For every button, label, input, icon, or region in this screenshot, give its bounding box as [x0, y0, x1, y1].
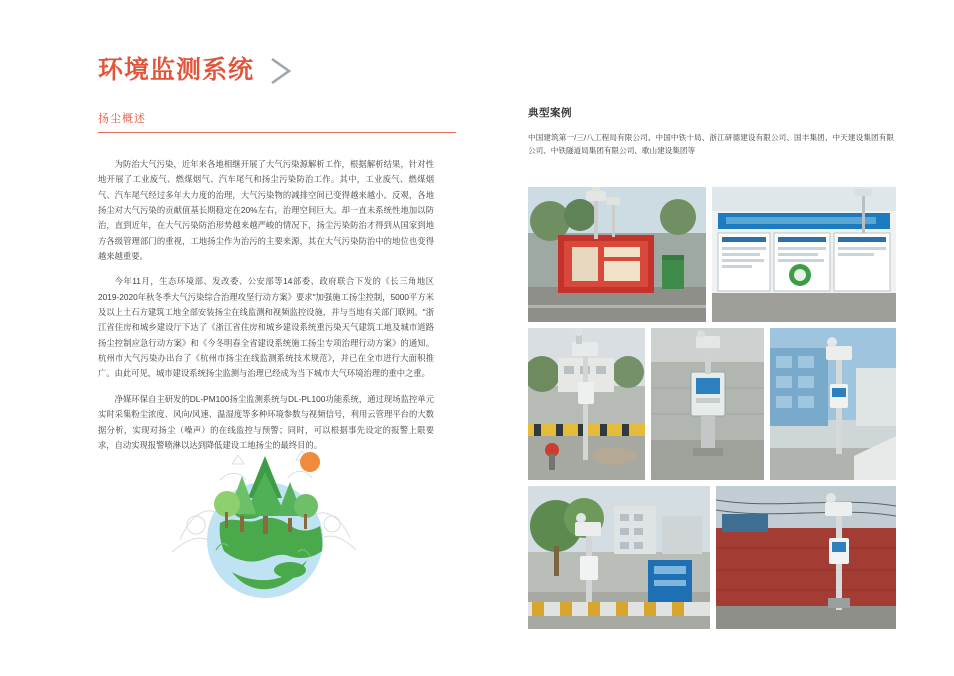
section-subtitle: 扬尘概述: [98, 113, 146, 125]
photo-grid: [528, 187, 896, 635]
photo-rooftop-sensor: [770, 328, 896, 480]
title-divider: [98, 132, 456, 133]
photo-wall-mounted-monitor: [651, 328, 764, 480]
case-section-title: 典型案例: [528, 107, 572, 119]
photo-row: [528, 486, 896, 629]
paragraph-2: 今年11月，生态环境部、发改委、公安部等14部委、政府联合下发的《长三角地区2019-2020年秋冬季大气污染综合治理攻坚行动方案》要求"加强施工扬尘控制，5000平方米及以上土石方建筑工地全部安装扬尘在线监测和视频监控设施，并与当地有关部门联网。"浙江省住房和城乡建设厅下达了《浙江省住房和城乡建设系统重污染天气建筑工地及城市道路扬尘控制应急行动方案》和《今冬明春全省建设系统施工扬尘专项治理行动方案》的通知。杭州市大气污染办出台了《杭州市扬尘在线监测系统技术规范》，并已在全市进行大面积推广。由此可见，城市建设系统扬尘监测与治理已经成为当下城市大气环境治理的重中之重。: [98, 276, 434, 379]
chevron-right-icon: [268, 56, 294, 86]
sun-icon: [300, 452, 320, 472]
photo-green-tree-site-monitor: [528, 486, 710, 629]
case-client-list: 中国建筑第一/三/八工程局有限公司、中国中铁十局、浙江研德建设有限公司、国丰集团、中天建设集团有限公司、中铁隧道局集团有限公司、歌山建设集团等: [528, 133, 894, 156]
title-row: [98, 56, 488, 86]
photo-row: [528, 187, 896, 322]
photo-red-wall-monitor: [716, 486, 896, 629]
right-column: [528, 105, 896, 158]
left-column: [98, 56, 488, 463]
page-title: 环境监测系统: [98, 56, 255, 85]
photo-pole-with-sensor-yellow: [528, 328, 645, 480]
photo-row: [528, 328, 896, 480]
earth-trees-illustration: [160, 420, 370, 610]
paragraph-3: 净媒环保自主研发的DL-PM100扬尘监测系统与DL-PL100功能系统，通过现场监控单元实时采集粉尘浓度、风向/风速、温湿度等多种环境参数与视频信号，利用云管理平台的大数据分析，实现对扬尘（噪声）的在线监控与预警；同时，可以根据事先设定的报警上限要求，自动实现报警喷淋以达到降低建设工地扬尘的最终目的。: [98, 393, 434, 450]
paragraph-1: 为防治大气污染，近年来各地相继开展了大气污染源解析工作，根据解析结果，针对性地开展了工业废气、燃煤烟气、汽车尾气和扬尘污染防治工作。其中，工业废气、燃煤烟气、汽车尾气经过多年大力度的治理，大气污染物的减排空间已变得越来越小。反观，各地扬尘对大气污染的贡献值基长期稳定在20%左右，治理空间巨大。却一直未系统性地加以防治，直到近年，在大气污染防治形势越来越严峻的情况下，扬尘污染防治才得到从国家到地方各级管理部门的重视，工地扬尘作为治污的主要来源，其在大气污染防治中的地位也变得越来越重要。: [98, 159, 434, 262]
photo-site-entrance-billboard: [712, 187, 896, 322]
body-text: [98, 157, 434, 453]
photo-monitoring-station-banner: [528, 187, 706, 322]
